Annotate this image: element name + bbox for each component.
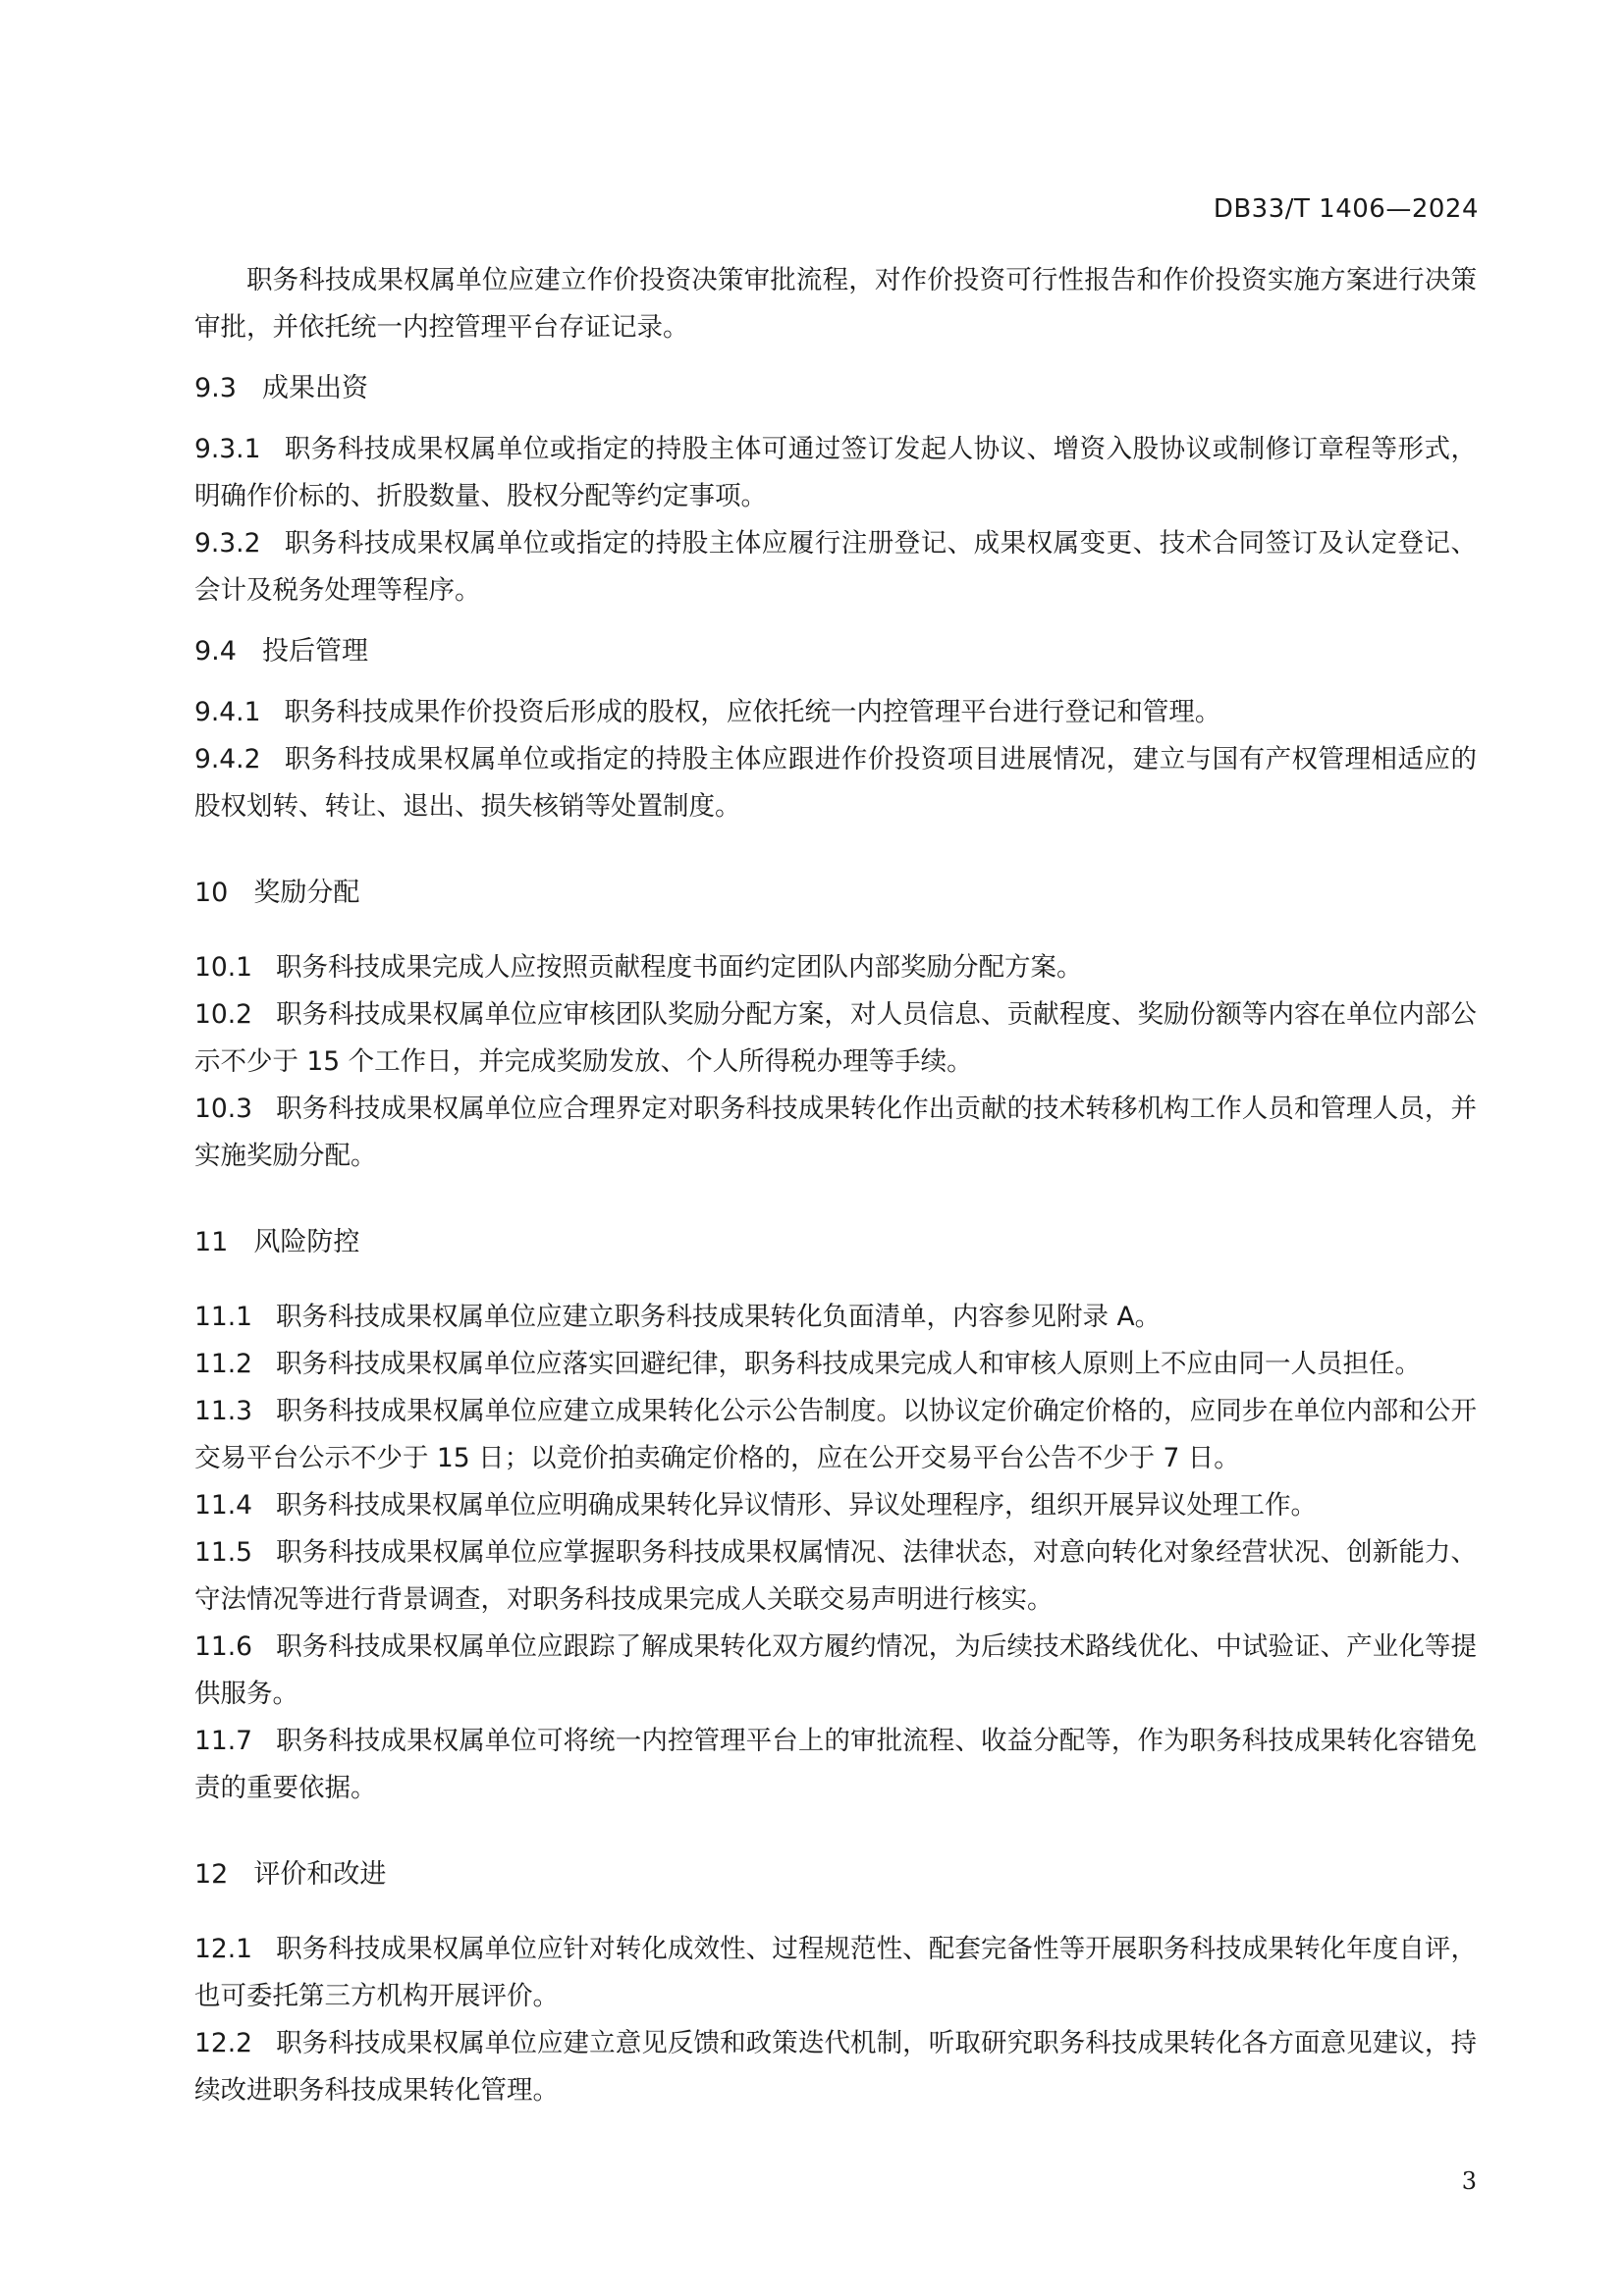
chapter-heading-10 [194, 870, 1477, 917]
clause-11-7 [194, 1718, 1477, 1812]
clause-text: 职务科技成果权属单位应针对转化成效性、过程规范性、配套完备性等开展职务科技成果转化年度自评，也可委托第三方机构开展评价。 [194, 1934, 1477, 2011]
page-number: 3 [1461, 2167, 1477, 2195]
clause-10-3 [194, 1086, 1477, 1180]
chapter-title: 奖励分配 [253, 878, 360, 908]
section-title: 成果出资 [261, 373, 368, 403]
clause-number: 11.3 [194, 1396, 253, 1426]
clause-number: 11.4 [194, 1490, 253, 1521]
clause-text: 职务科技成果权属单位可将统一内控管理平台上的审批流程、收益分配等，作为职务科技成果转化容错免责的重要依据。 [194, 1726, 1477, 1803]
clause-number: 10.2 [194, 999, 253, 1030]
chapter-title: 风险防控 [253, 1227, 360, 1257]
clause-text: 职务科技成果权属单位应建立成果转化公示公告制度。以协议定价确定价格的，应同步在单位内部和公开交易平台公示不少于 15 日；以竞价拍卖确定价格的，应在公开交易平台公告不少于 7 日。 [194, 1396, 1477, 1473]
clause-text: 职务科技成果权属单位应合理界定对职务科技成果转化作出贡献的技术转移机构工作人员和管理人员，并实施奖励分配。 [194, 1094, 1477, 1171]
clause-number: 9.3.1 [194, 434, 261, 464]
chapter-number: 10 [194, 878, 229, 908]
clause-text: 职务科技成果权属单位或指定的持股主体应跟进作价投资项目进展情况，建立与国有产权管理相适应的股权划转、转让、退出、损失核销等处置制度。 [194, 744, 1477, 822]
section-title: 投后管理 [261, 636, 368, 667]
clause-text: 职务科技成果权属单位应审核团队奖励分配方案，对人员信息、贡献程度、奖励份额等内容在单位内部公示不少于 15 个工作日，并完成奖励发放、个人所得税办理等手续。 [194, 999, 1477, 1077]
clause-number: 12.2 [194, 2028, 253, 2058]
clause-number: 11.2 [194, 1349, 253, 1379]
clause-number: 11.7 [194, 1726, 253, 1756]
clause-9-3-1 [194, 426, 1477, 520]
clause-number: 11.5 [194, 1537, 253, 1568]
clause-11-6 [194, 1624, 1477, 1718]
chapter-heading-12 [194, 1851, 1477, 1898]
standard-code: DB33/T 1406—2024 [1213, 194, 1479, 224]
chapter-number: 12 [194, 1859, 229, 1890]
clause-text: 职务科技成果权属单位应跟踪了解成果转化双方履约情况，为后续技术路线优化、中试验证、产业化等提供服务。 [194, 1631, 1477, 1709]
section-heading-9-4 [194, 628, 1477, 675]
intro-paragraph: 职务科技成果权属单位应建立作价投资决策审批流程，对作价投资可行性报告和作价投资实施方案进行决策审批，并依托统一内控管理平台存证记录。 [194, 265, 1477, 343]
clause-text: 职务科技成果权属单位应明确成果转化异议情形、异议处理程序，组织开展异议处理工作。 [276, 1490, 1318, 1521]
clause-11-3 [194, 1388, 1477, 1482]
clause-number: 12.1 [194, 1934, 253, 1964]
clause-9-3-2 [194, 520, 1477, 614]
chapter-heading-11 [194, 1219, 1477, 1266]
chapter-number: 11 [194, 1227, 229, 1257]
section-number: 9.4 [194, 636, 237, 667]
clause-11-5 [194, 1529, 1477, 1624]
clause-number: 11.6 [194, 1631, 253, 1662]
chapter-title: 评价和改进 [253, 1859, 387, 1890]
document-body [194, 257, 1477, 2114]
clause-number: 10.1 [194, 952, 253, 983]
clause-11-1 [194, 1294, 1477, 1341]
clause-number: 11.1 [194, 1302, 253, 1332]
clause-number: 10.3 [194, 1094, 253, 1124]
clause-text: 职务科技成果完成人应按照贡献程度书面约定团队内部奖励分配方案。 [276, 952, 1083, 983]
clause-10-2 [194, 991, 1477, 1086]
section-number: 9.3 [194, 373, 237, 403]
clause-text: 职务科技成果权属单位应落实回避纪律，职务科技成果完成人和审核人原则上不应由同一人员担任。 [276, 1349, 1422, 1379]
section-heading-9-3 [194, 365, 1477, 412]
clause-12-2 [194, 2020, 1477, 2114]
clause-text: 职务科技成果权属单位应建立职务科技成果转化负面清单，内容参见附录 A。 [276, 1302, 1162, 1332]
clause-number: 9.4.2 [194, 744, 261, 774]
clause-text: 职务科技成果权属单位或指定的持股主体可通过签订发起人协议、增资入股协议或制修订章程等形式，明确作价标的、折股数量、股权分配等约定事项。 [194, 434, 1477, 511]
clause-text: 职务科技成果权属单位应掌握职务科技成果权属情况、法律状态，对意向转化对象经营状况、创新能力、守法情况等进行背景调查，对职务科技成果完成人关联交易声明进行核实。 [194, 1537, 1477, 1615]
clause-text: 职务科技成果作价投资后形成的股权，应依托统一内控管理平台进行登记和管理。 [284, 697, 1221, 727]
clause-10-1 [194, 944, 1477, 991]
clause-number: 9.4.1 [194, 697, 261, 727]
clause-number: 9.3.2 [194, 528, 261, 559]
clause-text: 职务科技成果权属单位或指定的持股主体应履行注册登记、成果权属变更、技术合同签订及认定登记、会计及税务处理等程序。 [194, 528, 1477, 606]
clause-11-2 [194, 1341, 1477, 1388]
clause-11-4 [194, 1482, 1477, 1529]
clause-9-4-1 [194, 689, 1477, 736]
clause-12-1 [194, 1926, 1477, 2020]
clause-9-4-2 [194, 736, 1477, 830]
clause-text: 职务科技成果权属单位应建立意见反馈和政策迭代机制，听取研究职务科技成果转化各方面意见建议，持续改进职务科技成果转化管理。 [194, 2028, 1477, 2106]
